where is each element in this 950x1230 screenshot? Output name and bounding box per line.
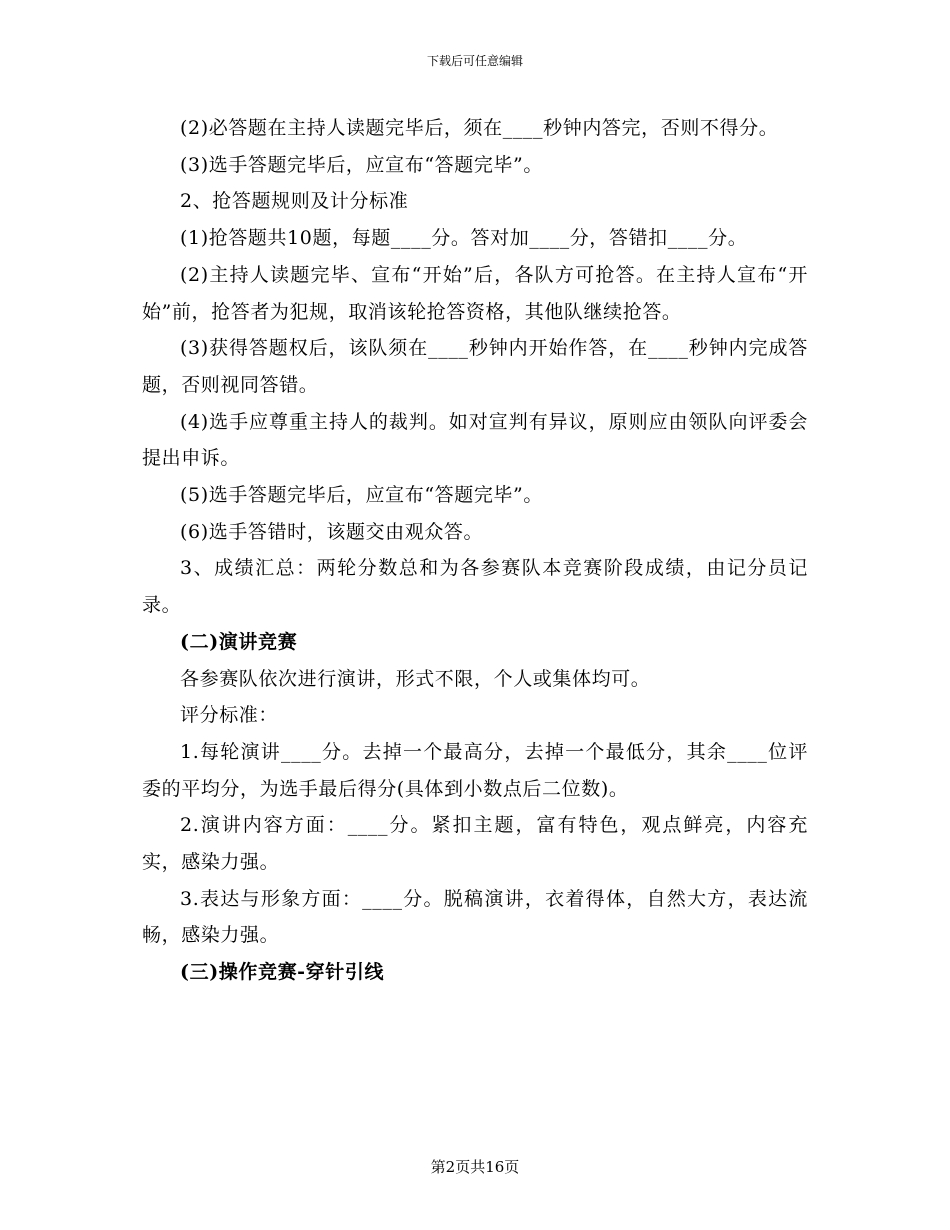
paragraph: (2)主持人读题完毕、宣布“开始”后，各队方可抢答。在主持人宣布“开始”前，抢答者为犯规，取消该轮抢答资格，其他队继续抢答。: [142, 263, 808, 323]
paragraph: (2)必答题在主持人读题完毕后，须在____秒钟内答完，否则不得分。: [180, 117, 779, 139]
paragraph: (5)选手答题完毕后，应宣布“答题完毕”。: [180, 484, 543, 507]
paragraph: (4)选手应尊重主持人的裁判。如对宣判有异议，原则应由领队向评委会提出申诉。: [142, 410, 808, 470]
page-header: 下载后可任意编辑: [426, 54, 523, 68]
section-heading: (三)操作竞赛-穿针引线: [180, 961, 385, 984]
page-footer: 第2页共16页: [430, 1158, 520, 1176]
paragraph: (3)获得答题权后，该队须在____秒钟内开始作答，在____秒钟内完成答题，否则视同答错。: [142, 337, 808, 396]
section-heading: 2、抢答题规则及计分标准: [180, 190, 409, 213]
section-heading: (二)演讲竞赛: [180, 630, 298, 653]
paragraph: 评分标准：: [180, 704, 279, 727]
paragraph: 3、成绩汇总：两轮分数总和为各参赛队本竞赛阶段成绩，由记分员记录。: [142, 557, 808, 617]
paragraph: (3)选手答题完毕后，应宣布“答题完毕”。: [180, 153, 543, 176]
paragraph: (1)抢答题共10题，每题____分。答对加____分，答错扣____分。: [180, 227, 748, 250]
paragraph: 1.每轮演讲____分。去掉一个最高分，去掉一个最低分，其余____位评委的平均分，为选手最后得分(具体到小数点后二位数)。: [142, 740, 808, 800]
document-body: [142, 110, 808, 991]
paragraph: 3.表达与形象方面：____分。脱稿演讲，衣着得体，自然大方，表达流畅，感染力强。: [142, 887, 808, 947]
paragraph: 2.演讲内容方面：____分。紧扣主题，富有特色，观点鲜亮，内容充实，感染力强。: [142, 814, 808, 874]
paragraph: 各参赛队依次进行演讲，形式不限，个人或集体均可。: [180, 667, 651, 690]
paragraph: (6)选手答错时，该题交由观众答。: [180, 520, 484, 543]
